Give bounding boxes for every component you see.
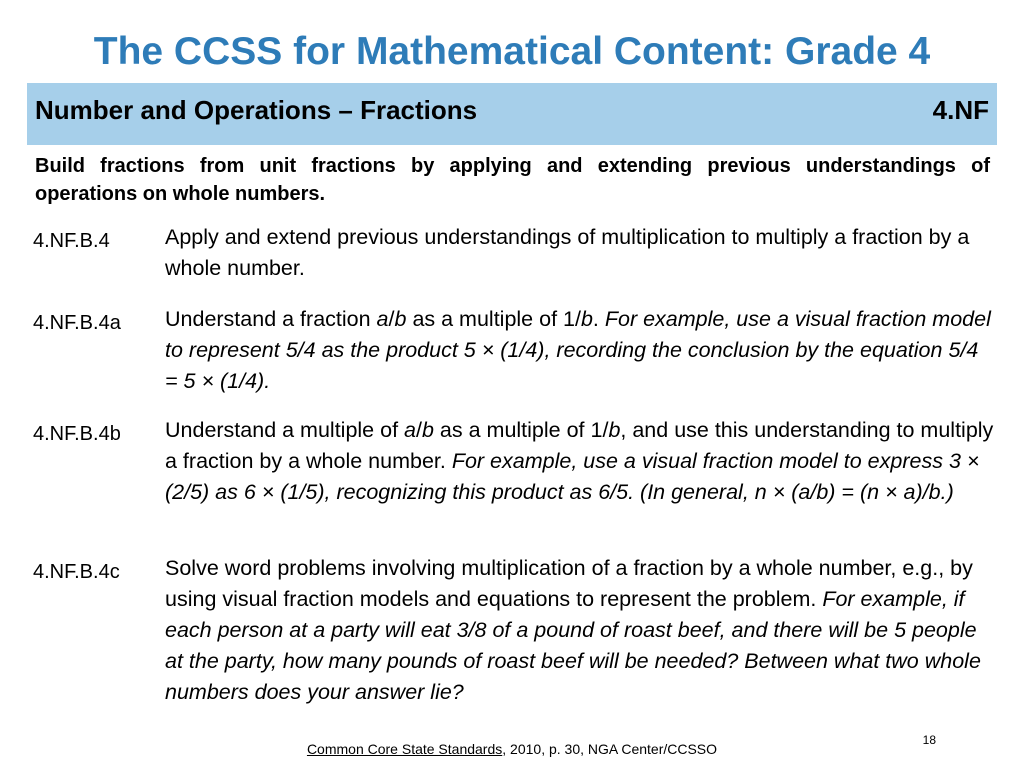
citation-footer: [0, 741, 1024, 757]
standard-code: 4.NF.B.4a: [33, 312, 121, 334]
slide-title: The CCSS for Mathematical Content: Grade 4: [93, 30, 931, 73]
standard-code: 4.NF.B.4b: [33, 423, 121, 445]
standard-code: 4.NF.B.4: [33, 230, 110, 252]
variable-a: a: [404, 418, 416, 442]
domain-banner: [27, 83, 997, 145]
standard-code: 4.NF.B.4c: [33, 561, 120, 583]
variable-b: b: [608, 418, 621, 442]
standard-text: Solve word problems involving multiplication of a fraction by a whole number, e.g., by using visual fraction models and equations to represent the problem.: [165, 556, 973, 611]
standard-description: [165, 553, 995, 708]
standard-text: .: [592, 307, 605, 331]
standard-text: Apply and extend previous understandings of multiplication to multiply a fraction by a whole number.: [165, 225, 970, 280]
variable-b: b: [580, 307, 593, 331]
citation-text: , 2010, p. 30, NGA Center/CCSSO: [502, 741, 718, 757]
standard-example: For example, use a visual fraction model to express 3 × (2/5) as 6 × (1/5), recognizing this product as 6/5. (In general, n × (a/b) = (n × a)/b.): [165, 449, 980, 504]
standard-description: [165, 415, 995, 508]
standard-description: [165, 304, 995, 397]
page-number: 18: [922, 733, 936, 747]
ccss-link[interactable]: Common Core State Standards: [306, 741, 503, 757]
standard-example: For example, use a visual fraction model to represent 5/4 as the product 5 × (1/4), recording the conclusion by the equation 5/4 = 5 × (1/4).: [165, 307, 991, 393]
variable-a: a: [376, 307, 389, 331]
standard-text: as a multiple of 1/: [433, 418, 609, 442]
standard-description: [165, 222, 995, 284]
variable-b: b: [421, 418, 434, 442]
standard-text: as a multiple of 1/: [406, 307, 581, 331]
domain-name: Number and Operations – Fractions: [35, 95, 478, 125]
slash: /: [388, 307, 395, 331]
variable-b: b: [394, 307, 407, 331]
standard-text: , and use this understanding to multiply a fraction by a whole number.: [165, 418, 994, 473]
slash: /: [416, 418, 422, 442]
standard-text: Understand a fraction: [165, 307, 377, 331]
cluster-heading: Build fractions from unit fractions by applying and extending previous understandings of operations on whole numbers.: [35, 155, 990, 205]
domain-code: 4.NF: [932, 95, 989, 125]
standard-example: For example, if each person at a party will eat 3/8 of a pound of roast beef, and there will be 5 people at the party, how many pounds of roast beef will be needed? Between what two whole numbers does your answer lie?: [165, 587, 981, 704]
standard-text: Understand a multiple of: [165, 418, 405, 442]
